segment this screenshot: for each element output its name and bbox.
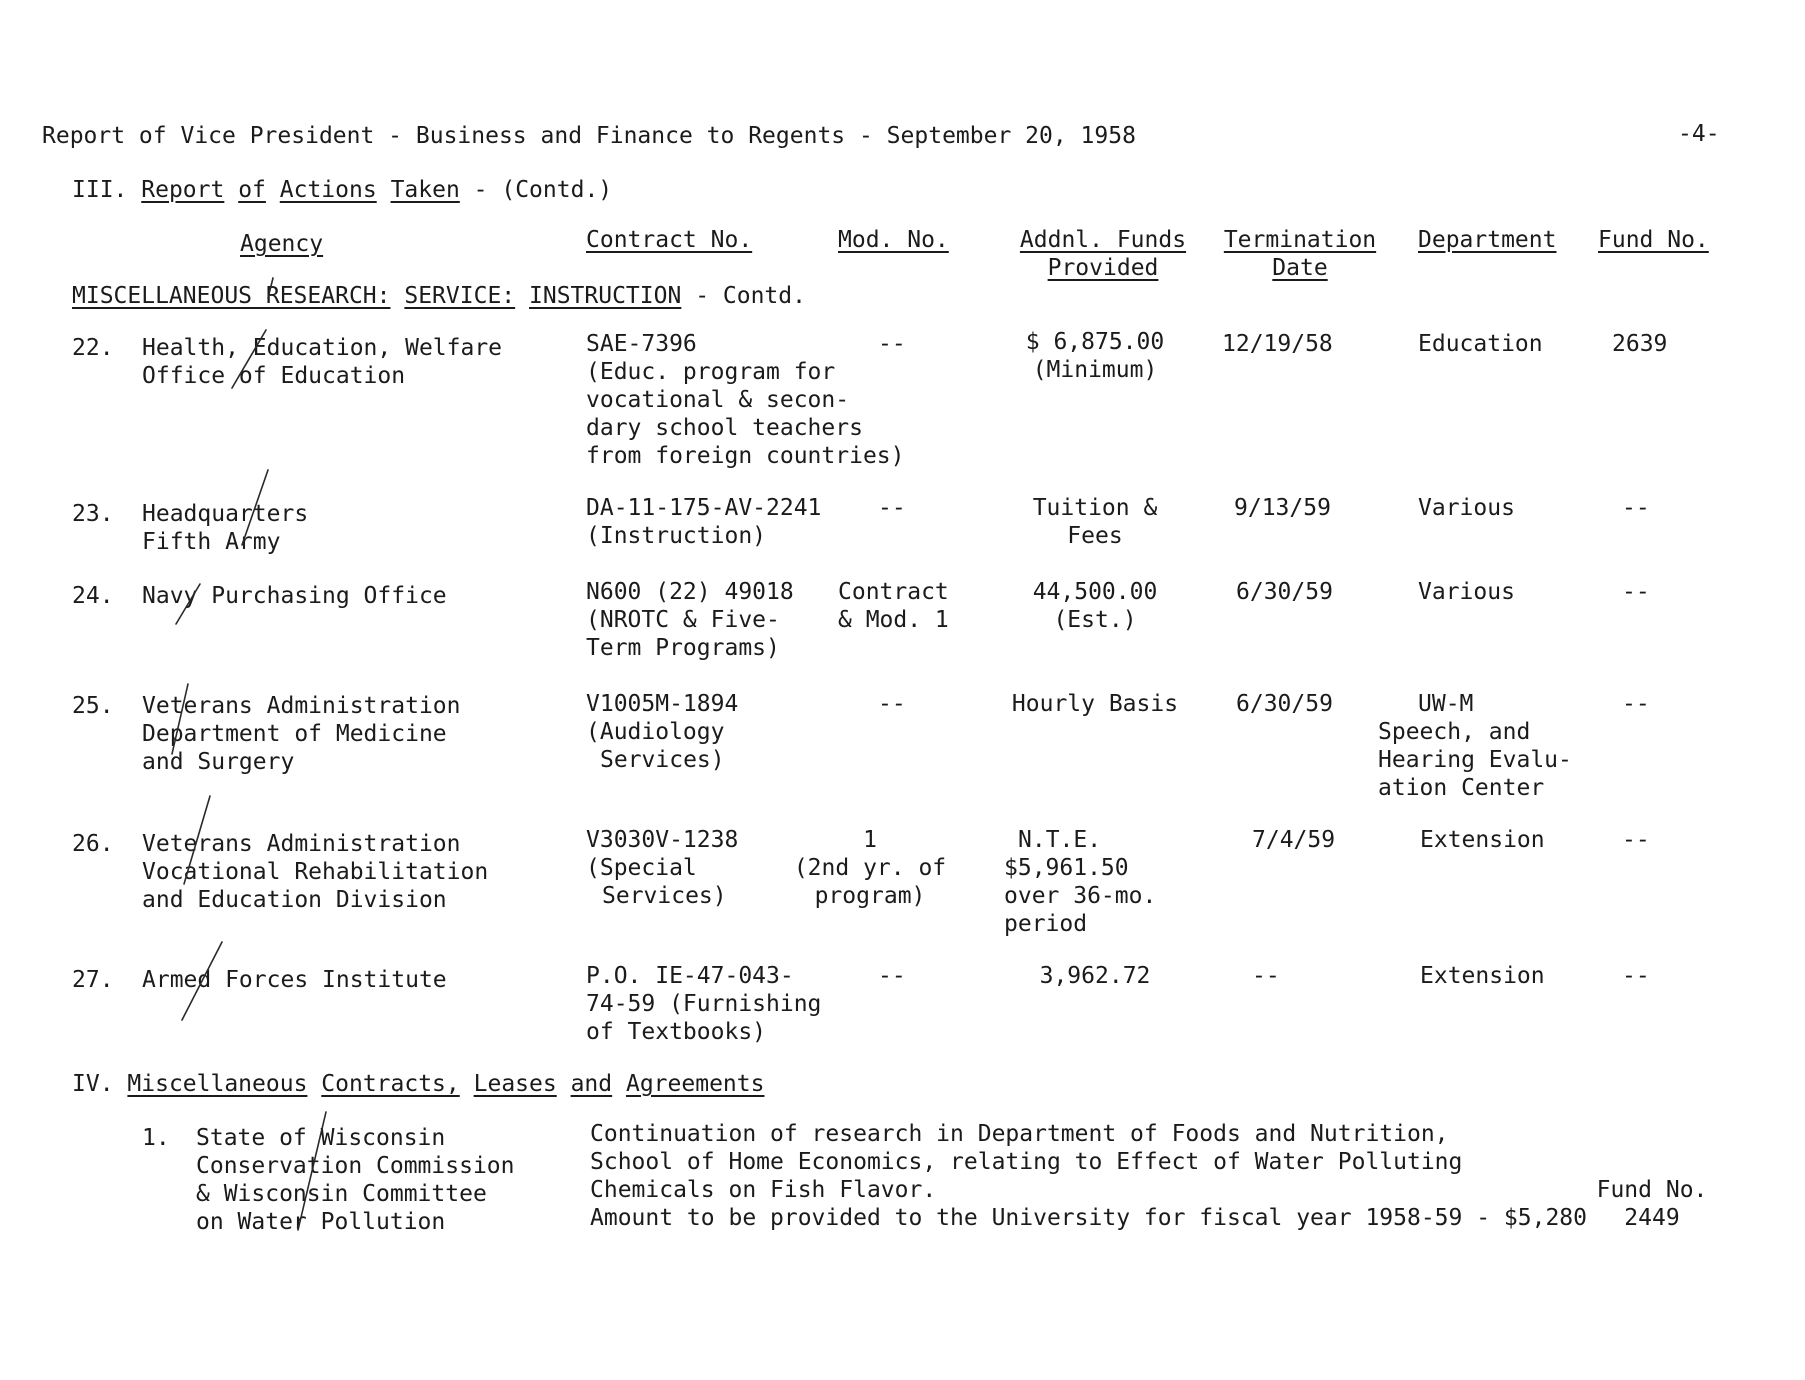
check-mark-stroke bbox=[176, 584, 200, 624]
row-department: UW-M Speech, and Hearing Evalu- ation Center bbox=[1378, 691, 1572, 801]
item-agency: State of Wisconsin Conservation Commission & Wisconsin Committee on Water Pollution bbox=[196, 1125, 515, 1235]
column-header-funds-line1: Addnl. Funds bbox=[1019, 227, 1187, 253]
row-contract: N600 (22) 49018 (NROTC & Five- Term Programs) bbox=[586, 579, 794, 661]
row-department: Extension bbox=[1420, 963, 1545, 989]
row-funds: N.T.E. $5,961.50 over 36-mo. period bbox=[1004, 827, 1157, 937]
category-part: SERVICE: bbox=[404, 283, 516, 309]
item-fund-no: Fund No. 2449 bbox=[1596, 1177, 1708, 1231]
column-header-department: Department bbox=[1418, 227, 1557, 253]
row-termination: 6/30/59 bbox=[1236, 579, 1333, 605]
column-header-term-line2: Date bbox=[1272, 255, 1328, 281]
row-funds: Tuition & Fees bbox=[1032, 495, 1158, 549]
row-fund-no: -- bbox=[1622, 963, 1650, 989]
section-iii-title-word: Actions bbox=[279, 177, 377, 203]
category-suffix: - Contd. bbox=[695, 283, 806, 309]
row-number: 24. bbox=[72, 583, 114, 609]
check-mark-stroke bbox=[232, 330, 266, 388]
row-fund-no: -- bbox=[1622, 691, 1650, 717]
row-mod: -- bbox=[878, 495, 906, 521]
row-fund-no: -- bbox=[1622, 827, 1650, 853]
row-number: 27. bbox=[72, 967, 114, 993]
column-header-fund-no: Fund No. bbox=[1598, 227, 1709, 253]
row-contract: P.O. IE-47-043- 74-59 (Furnishing of Textbooks) bbox=[586, 963, 822, 1045]
check-mark-stroke bbox=[298, 1112, 326, 1230]
row-fund-no: -- bbox=[1622, 579, 1650, 605]
row-mod: 1 (2nd yr. of program) bbox=[793, 827, 947, 909]
column-header-contract-no: Contract No. bbox=[586, 227, 753, 253]
column-header-mod-no: Mod. No. bbox=[838, 227, 949, 253]
row-agency: Veterans Administration Department of Medicine and Surgery bbox=[142, 693, 461, 775]
row-number: 23. bbox=[72, 501, 114, 527]
row-funds: $ 6,875.00 (Minimum) bbox=[1025, 329, 1165, 383]
row-mod: -- bbox=[878, 331, 906, 357]
row-termination: 9/13/59 bbox=[1234, 495, 1331, 521]
row-termination: 12/19/58 bbox=[1222, 331, 1333, 357]
row-mod: -- bbox=[878, 691, 906, 717]
section-iii-numeral: III. bbox=[72, 177, 128, 203]
row-contract: SAE-7396 (Educ. program for vocational & secon- dary school teachers from foreign countries) bbox=[586, 331, 905, 469]
section-iii-title-word: Report bbox=[141, 177, 225, 203]
row-funds: Hourly Basis bbox=[1011, 691, 1179, 717]
row-agency: Armed Forces Institute bbox=[142, 967, 447, 993]
section-iii-title-word: of bbox=[238, 177, 266, 203]
row-fund-no: 2639 bbox=[1612, 331, 1668, 357]
section-iv-title-word: and bbox=[570, 1071, 613, 1097]
row-termination: 7/4/59 bbox=[1252, 827, 1336, 853]
row-agency: Navy Purchasing Office bbox=[142, 583, 447, 609]
row-contract: V3030V-1238 (Special Services) bbox=[586, 827, 739, 909]
row-termination: -- bbox=[1252, 963, 1280, 989]
check-mark-stroke bbox=[242, 470, 268, 545]
row-mod: -- bbox=[878, 963, 906, 989]
row-funds: 44,500.00 (Est.) bbox=[1032, 579, 1158, 633]
row-department: Extension bbox=[1420, 827, 1545, 853]
row-number: 22. bbox=[72, 335, 114, 361]
category-part: INSTRUCTION bbox=[529, 283, 682, 309]
row-mod: Contract & Mod. 1 bbox=[838, 579, 949, 633]
row-contract: V1005M-1894 (Audiology Services) bbox=[586, 691, 739, 773]
row-department: Various bbox=[1418, 579, 1515, 605]
row-agency: Veterans Administration Vocational Rehabilitation and Education Division bbox=[142, 831, 489, 913]
section-iv-title-word: Miscellaneous bbox=[127, 1071, 308, 1097]
row-termination: 6/30/59 bbox=[1236, 691, 1333, 717]
column-header-agency: Agency bbox=[240, 231, 324, 257]
item-number: 1. bbox=[142, 1125, 170, 1151]
row-number: 26. bbox=[72, 831, 114, 857]
row-agency: Headquarters Fifth Army bbox=[142, 501, 309, 555]
report-title: Report of Vice President - Business and Finance to Regents - September 20, 1958 bbox=[42, 123, 1136, 149]
row-fund-no: -- bbox=[1622, 495, 1650, 521]
column-header-term-line1: Termination bbox=[1223, 227, 1377, 253]
check-mark-stroke bbox=[184, 796, 210, 884]
item-description: Continuation of research in Department of Foods and Nutrition, School of Home Economics, relating to Effect of Water Polluting Chemicals on Fish Flavor. Amount to be provided to the University for fiscal year 1958-59 - $5,280 bbox=[590, 1121, 1587, 1231]
row-department: Various bbox=[1418, 495, 1515, 521]
check-mark-stroke bbox=[268, 278, 273, 298]
check-mark-stroke bbox=[182, 942, 222, 1020]
page-number: -4- bbox=[1678, 121, 1720, 147]
section-iv-title-word: Contracts, bbox=[321, 1071, 460, 1097]
row-number: 25. bbox=[72, 693, 114, 719]
category-part: MISCELLANEOUS RESEARCH: bbox=[72, 283, 391, 309]
section-iv-numeral: IV. bbox=[72, 1071, 114, 1097]
column-header-funds-line2: Provided bbox=[1047, 255, 1159, 281]
section-iv-title-word: Agreements bbox=[625, 1071, 765, 1097]
row-contract: DA-11-175-AV-2241 (Instruction) bbox=[586, 495, 822, 549]
check-mark-stroke bbox=[172, 684, 188, 754]
section-iii-title-suffix: - (Contd.) bbox=[473, 177, 613, 203]
row-agency: Health, Education, Welfare Office of Education bbox=[142, 335, 503, 389]
row-funds: 3,962.72 bbox=[1039, 963, 1151, 989]
section-iv-title-word: Leases bbox=[473, 1071, 557, 1097]
row-department: Education bbox=[1418, 331, 1543, 357]
section-iii-title-word: Taken bbox=[390, 177, 460, 203]
